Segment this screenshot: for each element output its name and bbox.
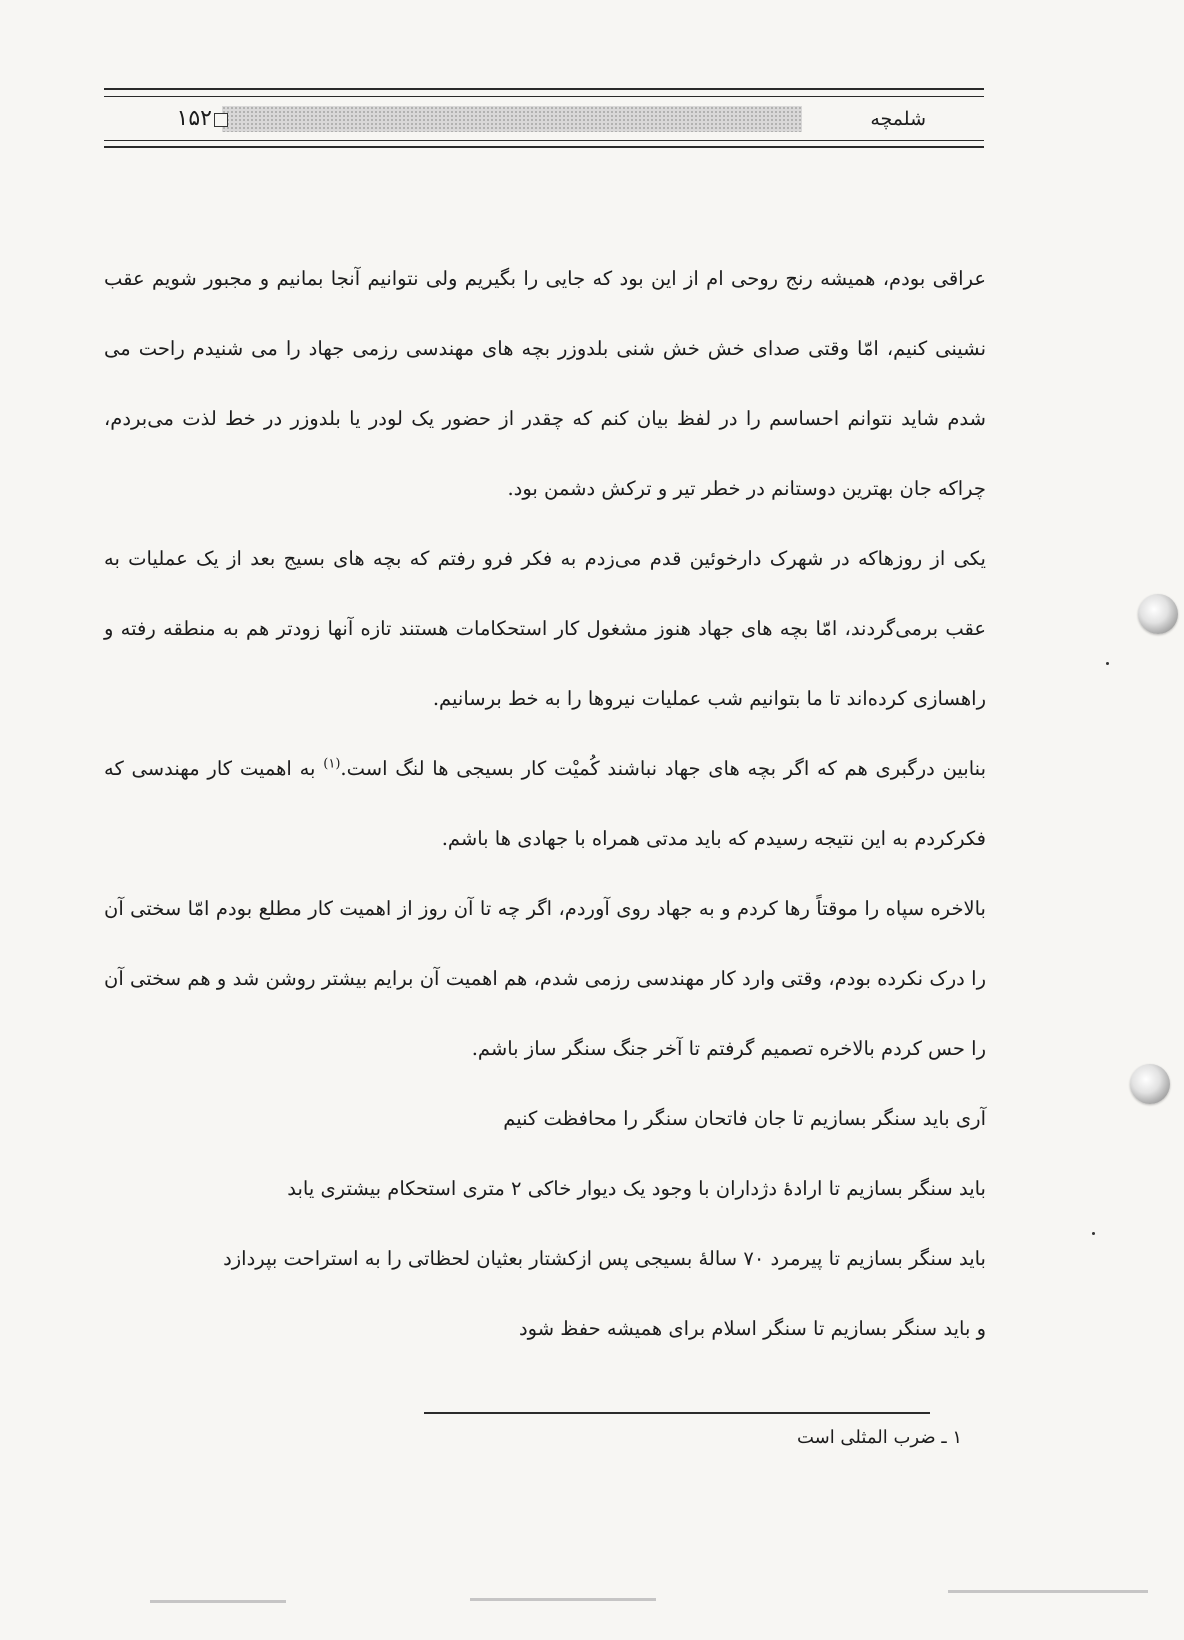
footnote-rule: [424, 1412, 930, 1414]
verse-line: و باید سنگر بسازیم تا سنگر اسلام برای همیشه حفظ شود: [518, 1317, 986, 1340]
main-text: [104, 244, 986, 1364]
footnote: ۱ ـ ضرب المثلی است: [796, 1427, 962, 1448]
scan-speck: [1106, 662, 1109, 665]
page-number-box-icon: [214, 113, 228, 127]
header-bottom-rule: [104, 146, 984, 148]
header-bottom-rule-thin: [104, 140, 984, 141]
scan-streak: [150, 1600, 286, 1603]
paragraph: بالاخره سپاه را موقتاً رها کردم و به جهاد روی آوردم، اگر چه تا آن روز از اهمیت کار مطلع بودم امّا سختی آن را درک نکرده بودم، وقتی وارد کار مهندسی رزمی شدم، هم اهمیت آن برایم بیشتر روشن شد و هم سختی آن را حس کردم بالاخره تصمیم گرفتم تا آخر جنگ سنگر ساز باشم.: [104, 897, 986, 1060]
verse-line: باید سنگر بسازیم تا پیرمرد ۷۰ سالهٔ بسیجی پس ازکشتار بعثیان لحظاتی را به استراحت بپردازد: [223, 1247, 986, 1270]
running-title: شلمچه: [870, 108, 926, 130]
binder-hole: [1130, 1064, 1170, 1104]
paragraph: عراقی بودم، همیشه رنج روحی ام از این بود که جایی را بگیریم ولی نتوانیم آنجا بمانیم و مجبور شویم عقب نشینی کنیم، امّا وقتی صدای خش خش شنی بلدوزر بچه های مهندسی رزمی جهاد را می شنیدم راحت می شدم شاید نتوانم احساسم را در لفظ بیان کنم که چقدر از حضور یک لودر یا بلدوزر در خط لذت می‌بردم، چراکه جان بهترین دوستانم در خطر تیر و ترکش دشمن بود.: [104, 267, 986, 500]
header-shade-band: [222, 106, 802, 132]
verse-line: باید سنگر بسازیم تا ارادهٔ دژداران با وجود یک دیوار خاکی ۲ متری استحکام بیشتری یابد: [287, 1177, 986, 1200]
verse-line: آری باید سنگر بسازیم تا جان فاتحان سنگر را محافظت کنیم: [503, 1107, 986, 1130]
header-top-rule-thin: [104, 96, 984, 97]
scan-streak: [470, 1598, 656, 1601]
scan-speck: [1092, 1232, 1095, 1235]
scan-streak: [948, 1590, 1148, 1593]
paragraph-text: بنابین درگبری هم که اگر بچه های جهاد نباشند کُمیْت کار بسیجی ها لنگ است.: [340, 757, 986, 780]
paragraph: [104, 734, 986, 874]
binder-hole: [1138, 594, 1178, 634]
page-number: ۱۵۲: [176, 106, 212, 131]
header-top-rule: [104, 88, 984, 90]
footnote-reference: (۱): [323, 756, 341, 772]
paragraph-text: به اهمیت کار مهندسی که فکرکردم به این نتیجه رسیدم که باید مدتی همراه با جهادی ها باشم.: [104, 757, 986, 850]
paragraph: یکی از روزهاکه در شهرک دارخوئین قدم می‌زدم به فکر فرو رفتم که بچه های بسیج بعد از یک عملیات به عقب برمی‌گردند، امّا بچه های جهاد هنوز مشغول کار استحکامات هستند تازه آنها زودتر هم به منطقه رفته و راهسازی کرده‌اند تا ما بتوانیم شب عملیات نیروها را به خط برسانیم.: [104, 547, 986, 710]
